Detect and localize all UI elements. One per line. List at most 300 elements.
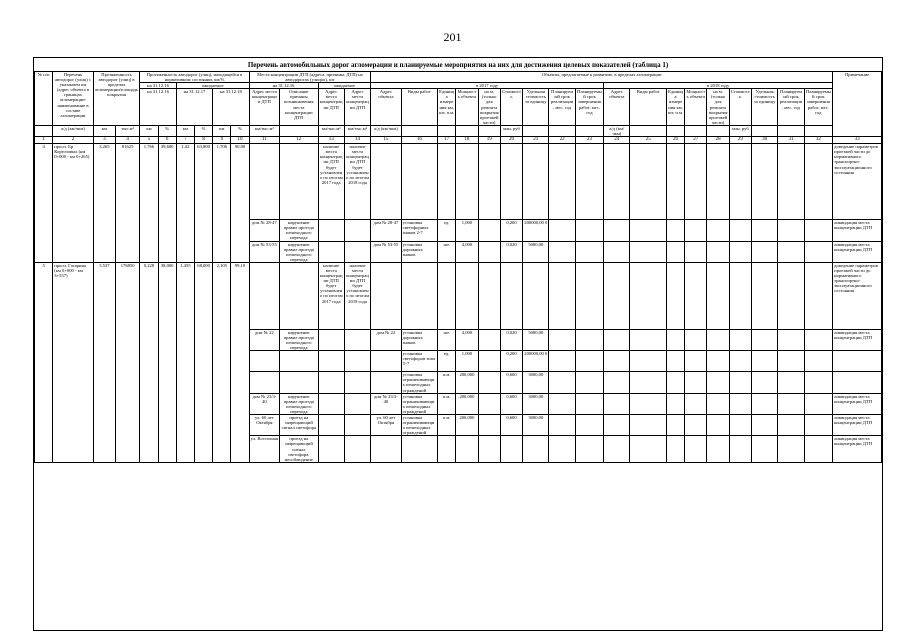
header-year-2017: в 2017 году — [371, 83, 604, 89]
unit-km-2: км — [93, 125, 115, 136]
empty-cell — [478, 241, 500, 262]
accident-address: дом № 28-47 — [249, 220, 279, 241]
header-objects: Объекты, предлагаемые к развитию, в пределах агломерации — [371, 72, 833, 83]
empty-cell — [456, 262, 478, 329]
empty-cell — [778, 393, 804, 414]
empty-cell — [804, 329, 832, 350]
empty-cell — [707, 329, 729, 350]
empty-cell — [751, 415, 777, 436]
empty-cell — [438, 144, 456, 220]
unit-cost: 200000,00 0 — [523, 220, 549, 241]
work-type: установка светофорных знаков 2-7 — [401, 220, 437, 241]
empty-cell — [630, 241, 666, 262]
empty-cell — [575, 241, 603, 262]
empty-cell — [804, 351, 832, 372]
empty-cell — [604, 144, 630, 220]
header-date-18: на 31.12.18 — [213, 89, 249, 126]
empty-cell — [478, 372, 500, 393]
empty-cell — [751, 436, 777, 462]
row-number: 5 — [35, 262, 53, 462]
empty-cell — [707, 393, 729, 414]
column-number: 9 — [213, 137, 231, 144]
empty-cell — [778, 351, 804, 372]
header-work-types: Виды работ — [401, 89, 437, 126]
header-planned-finish-18: Планируемый срок завершения работ, мес. год — [804, 89, 832, 126]
column-number: 5 — [140, 137, 158, 144]
empty-cell — [630, 372, 666, 393]
cost — [500, 436, 522, 462]
empty-cell — [707, 415, 729, 436]
row-number: 4 — [35, 144, 53, 263]
empty-cell — [666, 241, 684, 262]
empty-cell — [249, 144, 279, 220]
header-norm-state: Протяженность автодорог (улиц), находящейся в нормативном состоянии, км/% — [140, 72, 249, 83]
empty-cell — [575, 415, 603, 436]
column-number: 11 — [249, 137, 279, 144]
header-unit-cost: Удельная стоимость за единицу — [523, 89, 549, 126]
capacity: 200,000 — [456, 372, 478, 393]
object-address: ул. 60 лет Октября — [371, 415, 401, 436]
unit-cost — [523, 436, 549, 462]
empty-cell — [604, 436, 630, 462]
empty-cell — [575, 220, 603, 241]
empty-cell — [318, 393, 344, 414]
empty-cell — [751, 262, 777, 329]
capacity — [456, 436, 478, 462]
empty-cell — [666, 262, 684, 329]
empty-cell — [751, 329, 777, 350]
empty-cell — [630, 393, 666, 414]
empty-cell — [751, 372, 777, 393]
unit: п.м. — [438, 372, 456, 393]
work-type: установка ограничивающих пешеходных ограждений — [401, 415, 437, 436]
empty-cell — [604, 241, 630, 262]
cost: 0,200 — [500, 220, 522, 241]
empty-cell — [729, 372, 751, 393]
empty-cell — [523, 262, 549, 329]
empty-cell — [318, 415, 344, 436]
empty-cell — [751, 144, 777, 220]
accident-cause: проезд на запрещающий сигнал светофора — [280, 415, 318, 436]
column-number-row — [35, 137, 882, 144]
empty-cell — [344, 393, 370, 414]
empty-cell — [344, 436, 370, 462]
object-address: дом № 53-55 — [371, 241, 401, 262]
unit-m2: тыс.м² — [116, 125, 140, 136]
unit-pct-3: % — [231, 125, 249, 136]
road-area: 81625 — [116, 144, 140, 263]
accident-cause: нарушение правил проезда пешеходного перехода — [280, 220, 318, 241]
subrow-note: ликвидация места концентрации ДТП — [833, 415, 882, 436]
empty-cell — [549, 241, 575, 262]
empty-cell — [604, 372, 630, 393]
unit-mln-rub-18: млн. руб — [729, 125, 751, 136]
empty-cell — [549, 144, 575, 220]
empty-cell — [666, 220, 684, 241]
empty-cell — [549, 372, 575, 393]
capacity: 4,000 — [456, 329, 478, 350]
subrow-note: ликвидация места концентрации ДТП — [833, 241, 882, 262]
accident-address: ул. 60 лет Октября — [249, 415, 279, 436]
empty-cell — [549, 262, 575, 329]
empty-cell — [685, 415, 707, 436]
empty-cell — [778, 329, 804, 350]
norm-value: 1,766 — [140, 144, 158, 263]
empty-cell — [666, 393, 684, 414]
accident-address: дом № 53-55 — [249, 241, 279, 262]
empty-cell — [685, 351, 707, 372]
column-number: 26 — [666, 137, 684, 144]
empty-cell — [729, 415, 751, 436]
empty-cell — [804, 393, 832, 414]
header-km-repair-18: на м. (только для ремонта покрытия проезжей части) — [708, 89, 728, 125]
expected-2018: наличие места концентрации ДТП будет установлено по итогам 2018 года — [344, 262, 370, 329]
column-number: 23 — [575, 137, 603, 144]
empty-cell — [456, 144, 478, 220]
column-number: 1 — [35, 137, 53, 144]
empty-cell — [729, 393, 751, 414]
empty-cell — [751, 351, 777, 372]
empty-cell — [630, 329, 666, 350]
table-row — [35, 262, 882, 329]
empty-cell — [575, 393, 603, 414]
unit-cost: 200000,00 0 — [523, 351, 549, 372]
empty-cell — [604, 351, 630, 372]
empty-cell — [371, 144, 401, 220]
column-number: 18 — [456, 137, 478, 144]
empty-cell — [604, 329, 630, 350]
empty-cell — [575, 372, 603, 393]
empty-cell — [666, 329, 684, 350]
empty-cell — [549, 351, 575, 372]
empty-cell — [523, 144, 549, 220]
subrow-note — [833, 351, 882, 372]
empty-cell — [666, 372, 684, 393]
column-number: 28 — [707, 137, 729, 144]
column-number: 33 — [833, 137, 882, 144]
header-planned-term: Планируемый срок реализации, мес. год — [549, 89, 575, 126]
cost: 0,600 — [500, 415, 522, 436]
empty-cell — [575, 436, 603, 462]
empty-cell — [666, 144, 684, 220]
empty-cell — [478, 329, 500, 350]
accident-address: ул. Восточная — [249, 436, 279, 462]
page-number: 201 — [443, 30, 462, 44]
norm-value: 99,10 — [231, 262, 249, 462]
empty-cell — [778, 144, 804, 220]
column-number: 17 — [438, 137, 456, 144]
norm-value: 63,800 — [194, 144, 212, 263]
norm-value: 1,706 — [213, 144, 231, 263]
empty-cell — [707, 144, 729, 220]
empty-cell — [804, 241, 832, 262]
empty-cell — [630, 351, 666, 372]
row-note: доведение параметров проезжей части до нормативного транспортно-эксплуатационного состояния — [833, 144, 882, 220]
empty-cell — [751, 241, 777, 262]
unit-km-m2: км/тыс.м² — [249, 125, 279, 136]
unit-cost: 3000,00 — [523, 372, 549, 393]
unit-km-m2-b: км/тыс.м² — [318, 125, 344, 136]
header-cause: Описание причины возникновения места концентрации ДТП — [280, 89, 318, 126]
unit-km-m2-e: а/д (км/чкм) — [604, 125, 630, 136]
empty-cell — [280, 144, 318, 220]
unit: ед. — [438, 220, 456, 241]
column-number: 22 — [549, 137, 575, 144]
empty-cell — [318, 351, 344, 372]
empty-cell — [549, 220, 575, 241]
empty-cell — [685, 262, 707, 329]
empty-cell — [344, 329, 370, 350]
header-date-16b: на 31.12.16 — [249, 83, 318, 89]
empty-cell — [729, 241, 751, 262]
cost: 0,600 — [500, 372, 522, 393]
column-number: 27 — [685, 137, 707, 144]
unit-pct-2: % — [194, 125, 212, 136]
empty-cell — [549, 436, 575, 462]
header-addr-conc: Адрес места концентрации ДТП — [249, 89, 279, 126]
empty-cell — [729, 144, 751, 220]
empty-cell — [575, 144, 603, 220]
empty-cell — [707, 262, 729, 329]
empty-cell — [630, 220, 666, 241]
header-capacity: Мощность объекта — [456, 89, 478, 126]
capacity: 1,000 — [456, 351, 478, 372]
column-number: 16 — [401, 137, 437, 144]
accident-cause — [280, 351, 318, 372]
empty-cell — [685, 144, 707, 220]
norm-value: 0,228 — [140, 262, 158, 462]
subrow-note: ликвидация места концентрации ДТП — [833, 220, 882, 241]
empty-cell — [804, 436, 832, 462]
table-title: Перечень автомобильных дорог агломерации и планируемые мероприятия на них для достижения целевых показателей (таблица 1) — [247, 61, 669, 69]
data-table — [34, 71, 882, 463]
road-name: просп. Бр Кортозовых (км 0+000 - км 0+265) — [53, 144, 94, 263]
empty-cell — [575, 262, 603, 329]
header-road-name: Перечень автодорог (улиц) с указанием км (адрес объекта в границах агломерации-наименование в составе агломерации — [53, 72, 94, 126]
column-number: 14 — [344, 137, 370, 144]
work-type: установка ограничивающих пешеходных ограждений — [401, 393, 437, 414]
empty-cell — [729, 351, 751, 372]
empty-cell — [804, 372, 832, 393]
empty-cell — [318, 436, 344, 462]
empty-cell — [729, 329, 751, 350]
empty-cell — [575, 329, 603, 350]
empty-cell — [685, 436, 707, 462]
header-addr-object-18: Адрес объекта — [604, 89, 630, 126]
empty-cell — [604, 220, 630, 241]
header-date-16: на 31.12.16 — [140, 83, 176, 89]
empty-cell — [707, 436, 729, 462]
unit-km-4: км — [176, 125, 194, 136]
empty-cell — [778, 436, 804, 462]
header-expected: ожидаемое — [176, 83, 249, 89]
header-planned-term-18: Планируемый срок реализации, мес. год — [778, 89, 804, 126]
header-addr-place-18: Адрес места концентрации ДТП — [344, 89, 370, 126]
column-number: 21 — [523, 137, 549, 144]
empty-cell — [438, 262, 456, 329]
empty-cell — [707, 241, 729, 262]
empty-cell — [630, 262, 666, 329]
empty-cell — [549, 329, 575, 350]
column-number: 12 — [280, 137, 318, 144]
header-year-2018: в 2018 году — [604, 83, 833, 89]
unit-cost: 5000,00 — [523, 329, 549, 350]
column-number: 6 — [158, 137, 176, 144]
cost: 0,020 — [500, 329, 522, 350]
empty-cell — [630, 415, 666, 436]
unit: шт. — [438, 241, 456, 262]
empty-cell — [729, 220, 751, 241]
column-number: 20 — [500, 137, 522, 144]
unit-cost: 3000,00 — [523, 393, 549, 414]
empty-cell — [280, 262, 318, 329]
subrow-note: ликвидация места концентрации ДТП — [833, 329, 882, 350]
norm-value: 90,00 — [231, 144, 249, 263]
empty-cell — [371, 262, 401, 329]
empty-cell — [500, 144, 522, 220]
accident-address — [249, 351, 279, 372]
empty-cell — [666, 415, 684, 436]
header-km-repair: на м. (только для ремонта покрытия проезжей части) — [479, 89, 499, 125]
header-no: № п/п — [35, 72, 53, 126]
column-number: 8 — [194, 137, 212, 144]
subrow-note: ликвидация места концентрации ДТП — [833, 436, 882, 462]
norm-value: 1,455 — [176, 262, 194, 462]
unit: ед. — [438, 351, 456, 372]
header-cost: Стоимость — [500, 89, 522, 126]
road-name: просп. Гагарина (км 0+000 - км 3+537) — [53, 262, 94, 462]
work-type — [401, 436, 437, 462]
header-capacity-18: Мощность объекта — [685, 89, 707, 126]
empty-cell — [344, 241, 370, 262]
empty-cell — [685, 329, 707, 350]
empty-cell — [549, 415, 575, 436]
column-number: 30 — [751, 137, 777, 144]
accident-cause: проезд на запрещающий сигнал светофора, несоблюдение — [280, 436, 318, 462]
empty-cell — [685, 372, 707, 393]
cost: 0,020 — [500, 241, 522, 262]
empty-cell — [344, 415, 370, 436]
capacity: 1,000 — [456, 220, 478, 241]
empty-cell — [478, 393, 500, 414]
road-length: 3,265 — [93, 144, 115, 263]
object-address: дом № 22 — [371, 329, 401, 350]
cost: 0,200 — [500, 351, 522, 372]
capacity: 4,000 — [456, 241, 478, 262]
header-note: Примечание — [833, 72, 882, 137]
empty-cell — [804, 220, 832, 241]
empty-cell — [344, 220, 370, 241]
empty-cell — [751, 220, 777, 241]
header-length: Протяженность автодорог (улиц) в пределах агломерации/площадь покрытия — [93, 72, 140, 126]
row-note: доведение параметров проезжей части до нормативного транспортно-эксплуатационного состояния — [833, 262, 882, 329]
empty-cell — [478, 436, 500, 462]
unit: шт. — [438, 329, 456, 350]
norm-value: 2,105 — [213, 262, 231, 462]
subrow-note: ликвидация места концентрации ДТП — [833, 393, 882, 414]
table-row — [35, 144, 882, 220]
work-type: установка светофоров типа Т-7 — [401, 351, 437, 372]
accident-address: дом № 22 — [249, 329, 279, 350]
empty-cell — [804, 262, 832, 329]
work-type: установка ограничивающих пешеходных ограждений — [401, 372, 437, 393]
header-date-16c: на 31.12.16 — [140, 89, 176, 126]
header-accident-places: Места концентрации ДТП (адреса, причины, ДТП) на автодорогах (улицах), шт — [249, 72, 371, 83]
object-address — [371, 436, 401, 462]
norm-value: 38,000 — [158, 262, 176, 462]
empty-cell — [344, 351, 370, 372]
header-addr-object: Адрес объекта — [371, 89, 401, 126]
empty-cell — [575, 351, 603, 372]
empty-cell — [401, 144, 437, 220]
empty-cell — [666, 351, 684, 372]
norm-value: 39,600 — [158, 144, 176, 263]
work-type: установка дорожных знаков — [401, 241, 437, 262]
unit-km: а/д (км/чкм) — [53, 125, 94, 136]
empty-cell — [729, 262, 751, 329]
empty-cell — [478, 220, 500, 241]
unit-km-5: км — [213, 125, 231, 136]
road-area: 176850 — [116, 262, 140, 462]
empty-cell — [604, 393, 630, 414]
column-number: 29 — [729, 137, 751, 144]
norm-value: 68,000 — [194, 262, 212, 462]
empty-cell — [478, 144, 500, 220]
header-unit-cost-18: Удельная стоимость за единицу — [751, 89, 777, 126]
accident-cause: нарушение правил проезда пешеходного перехода — [280, 393, 318, 414]
unit-km-3: км — [140, 125, 158, 136]
accident-cause — [280, 372, 318, 393]
column-number: 4 — [116, 137, 140, 144]
header-addr-place-17: Адрес места концентрации ДТП — [318, 89, 344, 126]
empty-cell — [478, 262, 500, 329]
empty-cell — [804, 144, 832, 220]
work-type: установка дорожных знаков — [401, 329, 437, 350]
empty-cell — [478, 415, 500, 436]
empty-cell — [804, 415, 832, 436]
column-number: 19 — [478, 137, 500, 144]
expected-2017: наличие места концентрации ДТП будет установлено по итогам 2017 года — [318, 144, 344, 220]
empty-cell — [707, 351, 729, 372]
unit: п.м. — [438, 393, 456, 414]
header-cost-18: Стоимость — [729, 89, 751, 126]
empty-cell — [630, 144, 666, 220]
column-number: 31 — [778, 137, 804, 144]
empty-cell — [401, 262, 437, 329]
empty-cell — [751, 393, 777, 414]
empty-cell — [778, 220, 804, 241]
empty-cell — [549, 393, 575, 414]
accident-cause: нарушение правил проезда пешеходного перехода — [280, 329, 318, 350]
object-address — [371, 372, 401, 393]
empty-cell — [685, 220, 707, 241]
unit-mln-rub: млн. руб — [500, 125, 522, 136]
empty-cell — [318, 372, 344, 393]
empty-cell — [707, 372, 729, 393]
capacity: 200,000 — [456, 393, 478, 414]
column-number: 15 — [371, 137, 401, 144]
header-work-types-18: Виды работ — [630, 89, 666, 126]
column-number: 2 — [53, 137, 94, 144]
empty-cell — [666, 436, 684, 462]
object-address: дом № 23/3-40 — [371, 393, 401, 414]
empty-cell — [729, 436, 751, 462]
empty-cell — [318, 329, 344, 350]
header-date-17: на 31.12.17 — [176, 89, 212, 126]
empty-cell — [707, 220, 729, 241]
empty-cell — [778, 372, 804, 393]
cost: 0,600 — [500, 393, 522, 414]
